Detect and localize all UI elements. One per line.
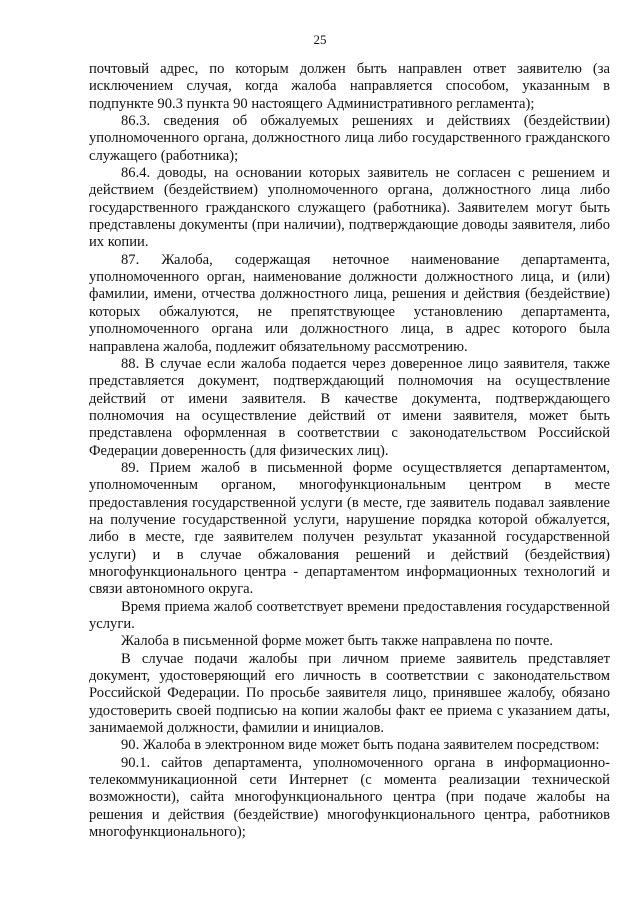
paragraph-87: 87. Жалоба, содержащая неточное наименование департамента, уполномоченного орган, наименование должности должностного лица, и (или) фамилии, имени, отчества должностного лица, решения и действия (бездействие) которых обжалуются, не препятствующее установлению департамента, уполномоченного органа или должностного лица, в адрес которого была направлена жалоба, подлежит обязательному рассмотрению. (89, 251, 610, 355)
paragraph-by-mail: Жалоба в письменной форме может быть также направлена по почте. (121, 633, 554, 650)
paragraph-86-3: 86.3. сведения об обжалуемых решениях и действиях (бездействии) уполномоченного органа, должностного лица либо государственного гражданского служащего (работника); (89, 113, 610, 164)
paragraph-90: 90. Жалоба в электронном виде может быть подана заявителем посредством: (121, 737, 600, 754)
paragraph-reception-time: Время приема жалоб соответствует времени предоставления государственной услуги. (89, 598, 610, 632)
paragraph-88: 88. В случае если жалоба подается через доверенное лицо заявителя, также представляется документ, подтверждающий полномочия на осуществление действий от имени заявителя. В качестве документа, подтверждающего полномочия на осуществление действий от имени заявителя, может быть представлена оформленная в соответствии с законодательством Российской Федерации доверенность (для физических лиц). (89, 355, 610, 459)
paragraph-90-1: 90.1. сайтов департамента, уполномоченного органа в информационно-телекоммуникационной сети Интернет (с момента реализации технической возможности), сайта многофункционального центра (при подаче жалобы на решения и действия (бездействие) многофункционального центра, работников многофункционального); (89, 754, 610, 841)
paragraph-personal-reception: В случае подачи жалобы при личном приеме заявитель представляет документ, удостоверяющий его личность в соответствии с законодательством Российской Федерации. По просьбе заявителя лицо, принявшее жалобу, обязано удостоверить своей подписью на копии жалобы факт ее приема с указанием даты, занимаемой должности, фамилии и инициалов. (89, 650, 610, 737)
paragraph-86-4: 86.4. доводы, на основании которых заявитель не согласен с решением и действием (бездействием) уполномоченного органа, должностного лица либо государственного гражданского служащего (работника). Заявителем могут быть представлены документы (при наличии), подтверждающие доводы заявителя, либо их копии. (89, 165, 610, 251)
paragraph-89: 89. Прием жалоб в письменной форме осуществляется департаментом, уполномоченным органом, многофункциональным центром в месте предоставления государственной услуги (в месте, где заявитель подавал заявление на получение государственной услуги, нарушение порядка которой обжалуется, либо в месте, где заявителем получен результат указанной государственной услуги) и в случае обжалования решений и действий (бездействия) многофункционального центра - департаментом информационных технологий и связи автономного округа. (89, 459, 610, 598)
document-body (89, 61, 610, 841)
paragraph-postal-address: почтовый адрес, по которым должен быть направлен ответ заявителю (за исключением случая, когда жалоба направляется способом, указанным в подпункте 90.3 пункта 90 настоящего Административного регламента); (89, 61, 610, 112)
page-number: 25 (313, 32, 327, 47)
